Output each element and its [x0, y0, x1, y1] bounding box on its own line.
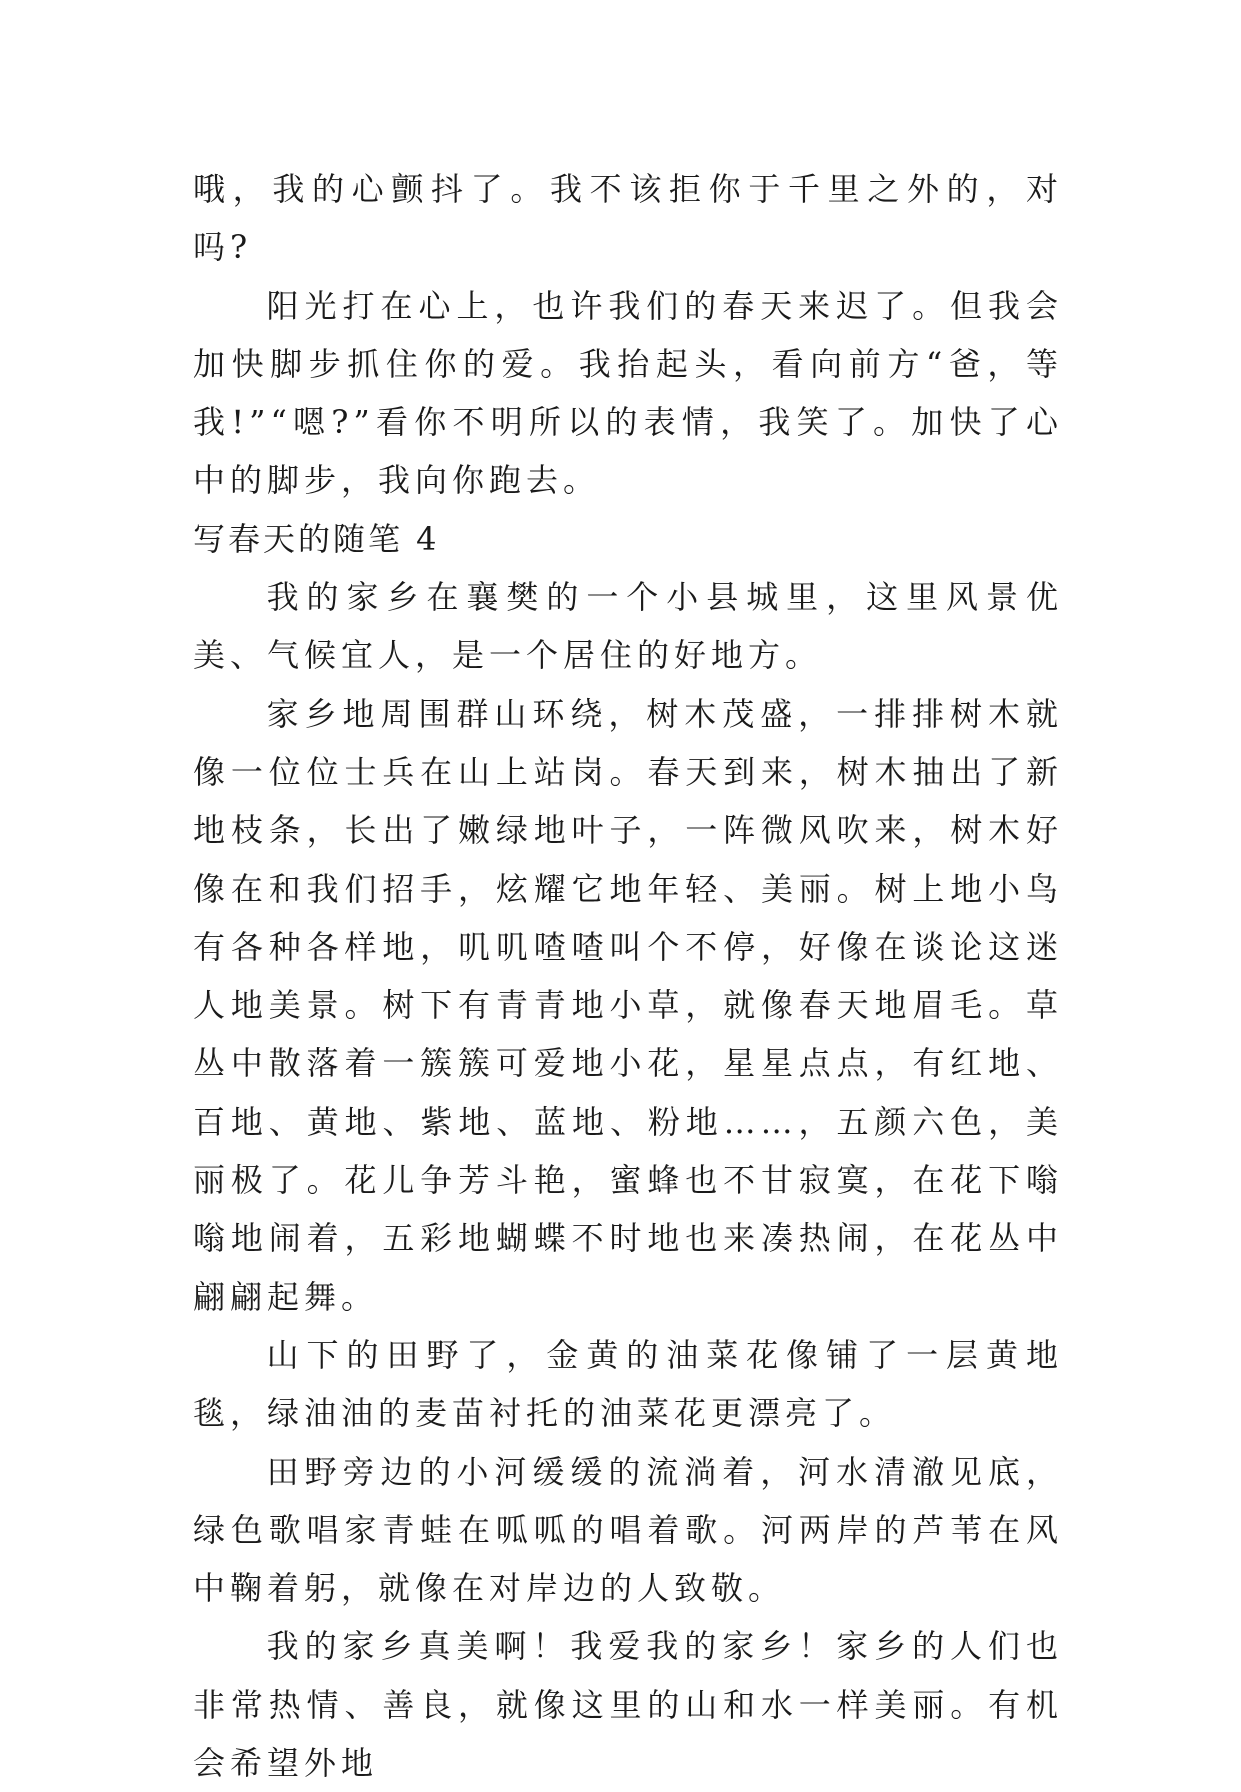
paragraph: 田野旁边的小河缓缓的流淌着，河水清澈见底，绿色歌唱家青蛙在呱呱的唱着歌。河两岸的芦苇在风中鞠着躬，就像在对岸边的人致敬。 [193, 1452, 1063, 1608]
paragraph: 我的家乡真美啊！我爱我的家乡！家乡的人们也非常热情、善良，就像这里的山和水一样美丽。有机会希望外地 [193, 1627, 1063, 1783]
section-title: 写春天的随笔 4 [193, 519, 440, 558]
continued-paragraph: 哦，我的心颤抖了。我不该拒你于千里之外的，对吗? [193, 170, 1063, 267]
paragraph: 我的家乡在襄樊的一个小县城里，这里风景优美、气候宜人，是一个居住的好地方。 [193, 578, 1063, 675]
paragraph: 家乡地周围群山环绕，树木茂盛，一排排树木就像一位位士兵在山上站岗。春天到来，树木抽出了新地枝条，长出了嫩绿地叶子，一阵微风吹来，树木好像在和我们招手，炫耀它地年轻、美丽。树上地小鸟有各种各样地，叽叽喳喳叫个不停，好像在谈论这迷人地美景。树下有青青地小草，就像春天地眉毛。草丛中散落着一簇簇可爱地小花，星星点点，有红地、百地、黄地、紫地、蓝地、粉地……，五颜六色，美丽极了。花儿争芳斗艳，蜜蜂也不甘寂寞，在花下嗡嗡地闹着，五彩地蝴蝶不时地也来凑热闹，在花丛中翩翩起舞。 [193, 694, 1063, 1316]
paragraph: 阳光打在心上，也许我们的春天来迟了。但我会加快脚步抓住你的爱。我抬起头，看向前方“爸，等我!”“嗯?”看你不明所以的表情，我笑了。加快了心中的脚步，我向你跑去。 [193, 286, 1063, 500]
document-body [193, 160, 1063, 1792]
paragraph: 山下的田野了，金黄的油菜花像铺了一层黄地毯，绿油油的麦苗衬托的油菜花更漂亮了。 [193, 1335, 1063, 1433]
